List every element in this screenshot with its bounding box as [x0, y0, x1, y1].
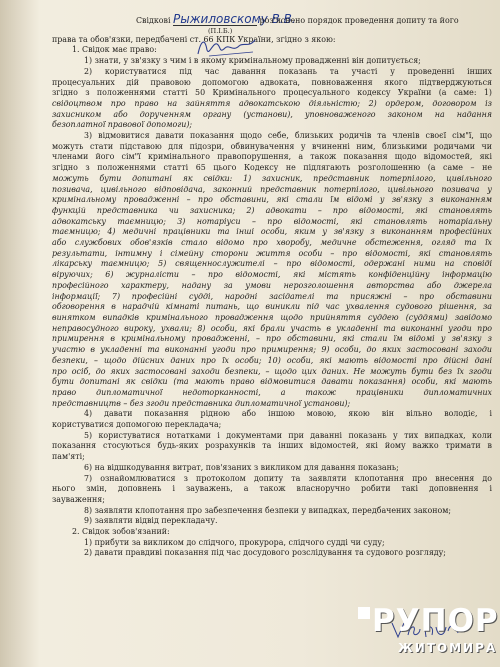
doc-line: права та обов'язки, передбачені ст. 66 КПК України, згідно з якою: [52, 34, 336, 44]
name-caption: (П.І.Б.) [208, 26, 233, 35]
doc-line: безоплатної правової допомоги); [52, 120, 193, 130]
doc-line: віруючих; 6) журналісти – про відомості, які містять конфіденційну інформацію [52, 270, 492, 280]
page-shadow [0, 0, 40, 667]
doc-line: 5) користуватися нотатками і документами при даванні показань у тих випадках, коли [84, 430, 492, 440]
doc-line: членами його сім"ї кримінального правопорушення, а також показання щодо відомостей, які [52, 152, 492, 162]
signature-top [195, 34, 257, 58]
document-text [52, 14, 492, 559]
doc-line: про осіб, до яких застосовані заходи безпеки, – щодо цих даних. Не можуть бути без їх згоди [52, 366, 492, 376]
doc-line: інформації; 7) професійні судді, народні засідателі та присяжні – про обставини [52, 291, 492, 301]
witness-name-handwritten: Рыжиловскому В.В. [173, 14, 296, 26]
doc-line: кримінальному провадженні – про обставини, які стали їм відомі у зв'язку з виконанням [52, 195, 492, 205]
doc-line: свідоцтвом про право на зайняття адвокатською діяльністю; 2) ордером, договором із [52, 98, 492, 108]
doc-line: 2) користуватися під час давання показань та участі у проведенні інших [84, 66, 492, 76]
doc-line: 1) знати, у зв'язку з чим і в якому кримінальному провадженні він допитується; [84, 56, 421, 66]
doc-line: 4) давати показання рідною або іншою мовою, якою він вільно володіє, і [84, 409, 492, 419]
doc-line: 8) заявляти клопотання про забезпечення безпеки у випадках, передбачених законом; [84, 505, 452, 515]
doc-line: обговорення в нарадчій кімнаті питань, що виникли під час ухвалення судового рішення, за [52, 302, 492, 312]
doc-line: захисником або дорученням органу (установи), уповноваженого законом на надання [52, 109, 492, 119]
witness-line [52, 14, 492, 27]
watermark-logo [358, 603, 499, 663]
doc-line: результати, інтимну і сімейну сторони життя особи – про відомості, які становлять [52, 248, 492, 258]
doc-line: 6) на відшкодування витрат, пов'язаних з викликом для давання показань; [84, 462, 399, 472]
logo-title: РУПОР [372, 603, 499, 639]
doc-line: адвокатську таємницю; 3) нотаріуси – про відомості, які становлять нотаріальну [52, 216, 492, 226]
doc-line: або службових обов'язків стало відомо про хворобу, медичне обстеження, огляд та їх [52, 238, 492, 248]
doc-line: зауваження; [52, 494, 105, 504]
doc-line: примирення в кримінальному провадженні, – про обставини, які стали їм відомі у зв'язку з [52, 334, 492, 344]
logo-mark-icon [358, 607, 370, 619]
doc-line: згідно з положеннями статті 65 цього Кодексу не підлягають розголошенню (а саме – не [52, 163, 492, 173]
doc-line: 7) ознайомлюватися з протоколом допиту та заявляти клопотання про внесення до [84, 473, 492, 483]
doc-line: участю в укладенні та виконанні угоди про примирення; 9) особи, до яких застосовані заходи [52, 345, 492, 355]
doc-line: процесуальних дій правовою допомогою адвоката, повноваження якого підтверджуються [52, 77, 492, 87]
doc-line: бути допитані як свідки (та мають право відмовитися давати показання) особи, які мають [52, 377, 492, 387]
doc-line: 3) відмовитися давати показання щодо себе, близьких родичів та членів своєї сім"ї, що [84, 131, 492, 141]
doc-line: лікарську таємницю; 5) священнослужителі – про відомості, одержані ними на сповіді [52, 259, 492, 269]
doc-line: право дипломатичної недоторканності, а також працівники дипломатичних [52, 387, 492, 397]
witness-suffix: роз'яснено порядок проведення допиту та його [259, 16, 459, 25]
doc-line: неправосудного вироку, ухвали; 8) особи, які брали участь в укладенні та виконанні угоди про [52, 323, 492, 333]
doc-line: професійного характеру, надану за умови нерозголошення авторства або джерела [52, 280, 492, 290]
logo-subtitle: ЖИТОМИРА [398, 641, 498, 655]
doc-line: безпеки, – щодо дійсних даних про їх особи; 10) особи, які мають відомості про дійсні дані [52, 355, 492, 365]
doc-line: пам'яті; [52, 452, 85, 462]
doc-line: 2. Свідок зобов'язаний: [72, 527, 170, 537]
doc-line: винятком випадків кримінального провадження щодо прийняття суддею (суддями) завідомо [52, 312, 492, 322]
witness-prefix: Свідкові [136, 16, 171, 25]
doc-line: функцій представника чи захисника; 2) адвокати – про відомості, які становлять [52, 205, 492, 215]
doc-line: можуть стати підставою для підозри, обвинувачення у вчиненні ним, близькими родичами чи [52, 141, 492, 151]
doc-line: нього змін, доповнень і зауважень, а також власноручно робити такі доповнення і [52, 484, 492, 494]
doc-line: 1) прибути за викликом до слідчого, прокурора, слідчого судді чи суду; [84, 537, 385, 547]
doc-line: позивача, цивільного відповідача, законний представник потерпілого, цивільного позивача у [52, 184, 492, 194]
doc-line: представництв – без згоди представника дипломатичної установи); [52, 398, 351, 408]
doc-line: 9) заявляти відвід перекладачу. [84, 516, 218, 526]
doc-line: користуватися допомогою перекладача; [52, 420, 222, 430]
doc-line: 2) давати правдиві показання під час досудового розслідування та судового розгляду; [84, 548, 446, 558]
doc-line: показання стосуються будь-яких розрахунків та інших відомостей, які йому важко тримати в [52, 441, 492, 451]
doc-line: таємницю; 4) медичні працівники та інші особи, яким у зв'язку з виконанням професійних [52, 227, 492, 237]
doc-line: 1. Свідок має право: [72, 45, 157, 55]
doc-line: можуть бути допитані як свідки: 1) захисник, представник потерпілого, цивільного [52, 173, 492, 183]
doc-line: згідно з положеннями статті 50 Кримінального процесуального кодексу України (а саме: 1) [52, 88, 492, 98]
